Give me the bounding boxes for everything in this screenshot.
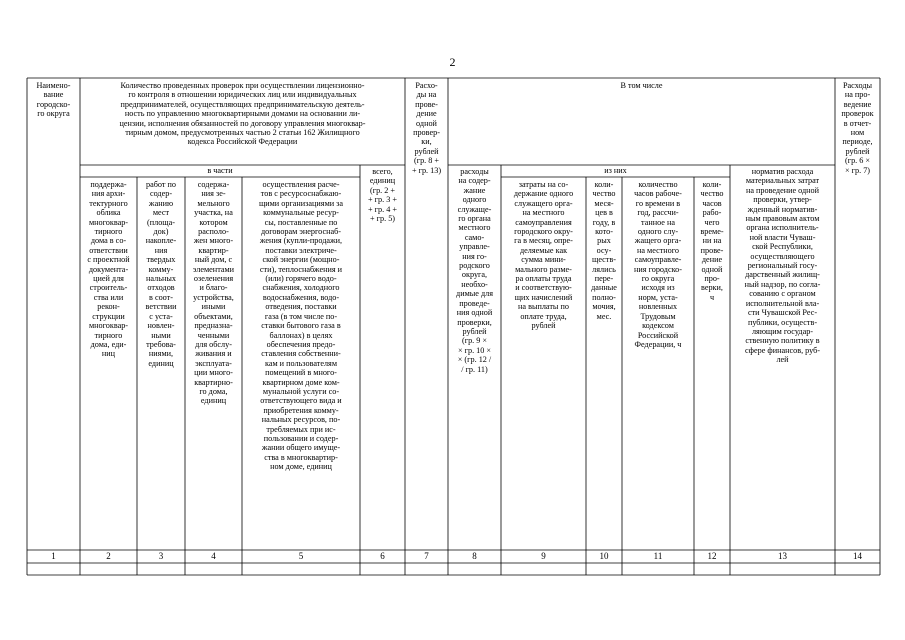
header-city-district: Наимено- вание городско- го округа bbox=[36, 81, 71, 119]
header-col-3: работ по содер- жанию мест (площа- док) накопле- ния твердых комму- нальных отходов в соот- ветствии с уста- новлен- ными требова- ниями, единиц bbox=[145, 180, 177, 368]
page-number: 2 bbox=[449, 55, 456, 69]
column-number: 11 bbox=[653, 551, 663, 561]
column-number: 4 bbox=[211, 551, 216, 561]
column-number: 9 bbox=[541, 551, 546, 561]
column-number: 10 bbox=[599, 551, 609, 561]
column-number: 1 bbox=[51, 551, 56, 561]
header-including: В том числе bbox=[620, 81, 663, 90]
header-col-4: содержа- ния зе- мельного участка, на котором располо- жен много- квартир- ный дом, с элементами озеленения и благо- устройства, иными объектами, предназна- ченными для обслу- живания и эксплуата- ции много- квартирно- го дома, единиц bbox=[192, 180, 235, 406]
header-col-11: количество часов рабоче- го времени в год, рассчи- танное на одного слу- жащего орга- на местного самоуправле- ния городско- го округа исходя из норм, уста- новленных Трудовым кодексом Российской Федерации, ч bbox=[634, 180, 682, 349]
column-number: 8 bbox=[472, 551, 477, 561]
header-col-13: норматив расхода материальных затрат на проведение одной проверки, утвер- жденный норматив- ным правовым актом органа исполнитель- ной власти Чуваш- ской Республики, осуществляющего региональный госу- дарственный жилищ- ный надзор, по согла- сованию с органом исполнительной вла- сти Чувашской Рес- публики, осуществ- ляющим государ- ственную политику в сфере финансов, руб- лей bbox=[744, 167, 821, 365]
header-col-7: Расхо- ды на прове- дение одной провер- ки, рублей (гр. 8 + + гр. 13) bbox=[411, 81, 442, 175]
header-in-part: в части bbox=[207, 166, 233, 175]
header-of-them: из них bbox=[604, 166, 627, 175]
header-col-14: Расходы на про- ведение проверок в отчет- ном периоде, рублей (гр. 6 × × гр. 7) bbox=[841, 81, 874, 175]
header-col-8: расходы на содер- жание одного служаще- го органа местного само- управле- ния го- родского округа, необхо- димые для проведе- ния одной проверки, рублей (гр. 9 × × гр. 10 × × (гр. 12 / / гр. 11) bbox=[456, 167, 493, 374]
column-number: 7 bbox=[424, 551, 429, 561]
header-col-12: коли- чество часов рабо- чего време- ни на прове- дение одной про- верки, ч bbox=[700, 180, 724, 302]
column-number: 3 bbox=[158, 551, 164, 561]
header-col-5: осуществления расче- тов с ресурсоснабжаю- щими организациями за коммунальные ресур- сы, поставленные по договорам энергоснаб- жения (купли-продажи, поставки электриче- ской энергии (мощно- сти), теплоснабжения и (или) горячего водо- снабжения, холодного водоснабжения, водо- отведения, поставки газа (в том числе по- ставки бытового газа в баллонах) в целях обеспечения предо- ставления собственни- кам и пользователям помещений в много- квартирном доме ком- мунальной услуги со- ответствующего вида и приобретения комму- нальных ресурсов, по- требляемых при ис- пользовании и содер- жании общего имуще- ства в многоквартир- ном доме, единиц bbox=[258, 180, 344, 472]
column-number: 13 bbox=[778, 551, 787, 561]
header-col-10: коли- чество меся- цев в году, в кото- рых осу- ществ- лялись пере- данные полно- мочия, мес. bbox=[591, 180, 617, 321]
header-checks-count: Количество проведенных проверок при осуществлении лицензионно- го контроля в отношении юридических лиц или индивидуальных предпринимателей, осуществляющих предпринимательскую деятель- ность по управлению многоквартирными домами на основании ли- цензии, исполнения обязанностей по договору управления многоквар- тирным домом, предусмотренных частью 2 статьи 162 Жилищного кодекса Российской Федерации bbox=[119, 81, 366, 147]
header-col-6: всего, единиц (гр. 2 + + гр. 3 + + гр. 4 + + гр. 5) bbox=[368, 167, 397, 224]
column-number: 5 bbox=[298, 551, 304, 561]
column-number: 2 bbox=[106, 551, 111, 561]
header-col-2: поддержа- ния архи- тектурного облика многоквар- тирного дома в со- ответствии с проектной документа- цией для строитель- ства или рекон- струкции многоквар- тирного дома, еди- ниц bbox=[87, 180, 130, 359]
column-number: 6 bbox=[380, 551, 385, 561]
header-col-9: затраты на со- держание одного служащего орга- на местного самоуправления городского окру- га в месяц, опре- деляемые как сумма мини- мального разме- ра оплаты труда и соответствую- щих начислений на выплаты по оплате труда, рублей bbox=[513, 180, 574, 331]
column-number: 14 bbox=[853, 551, 862, 561]
column-number: 12 bbox=[707, 551, 717, 561]
